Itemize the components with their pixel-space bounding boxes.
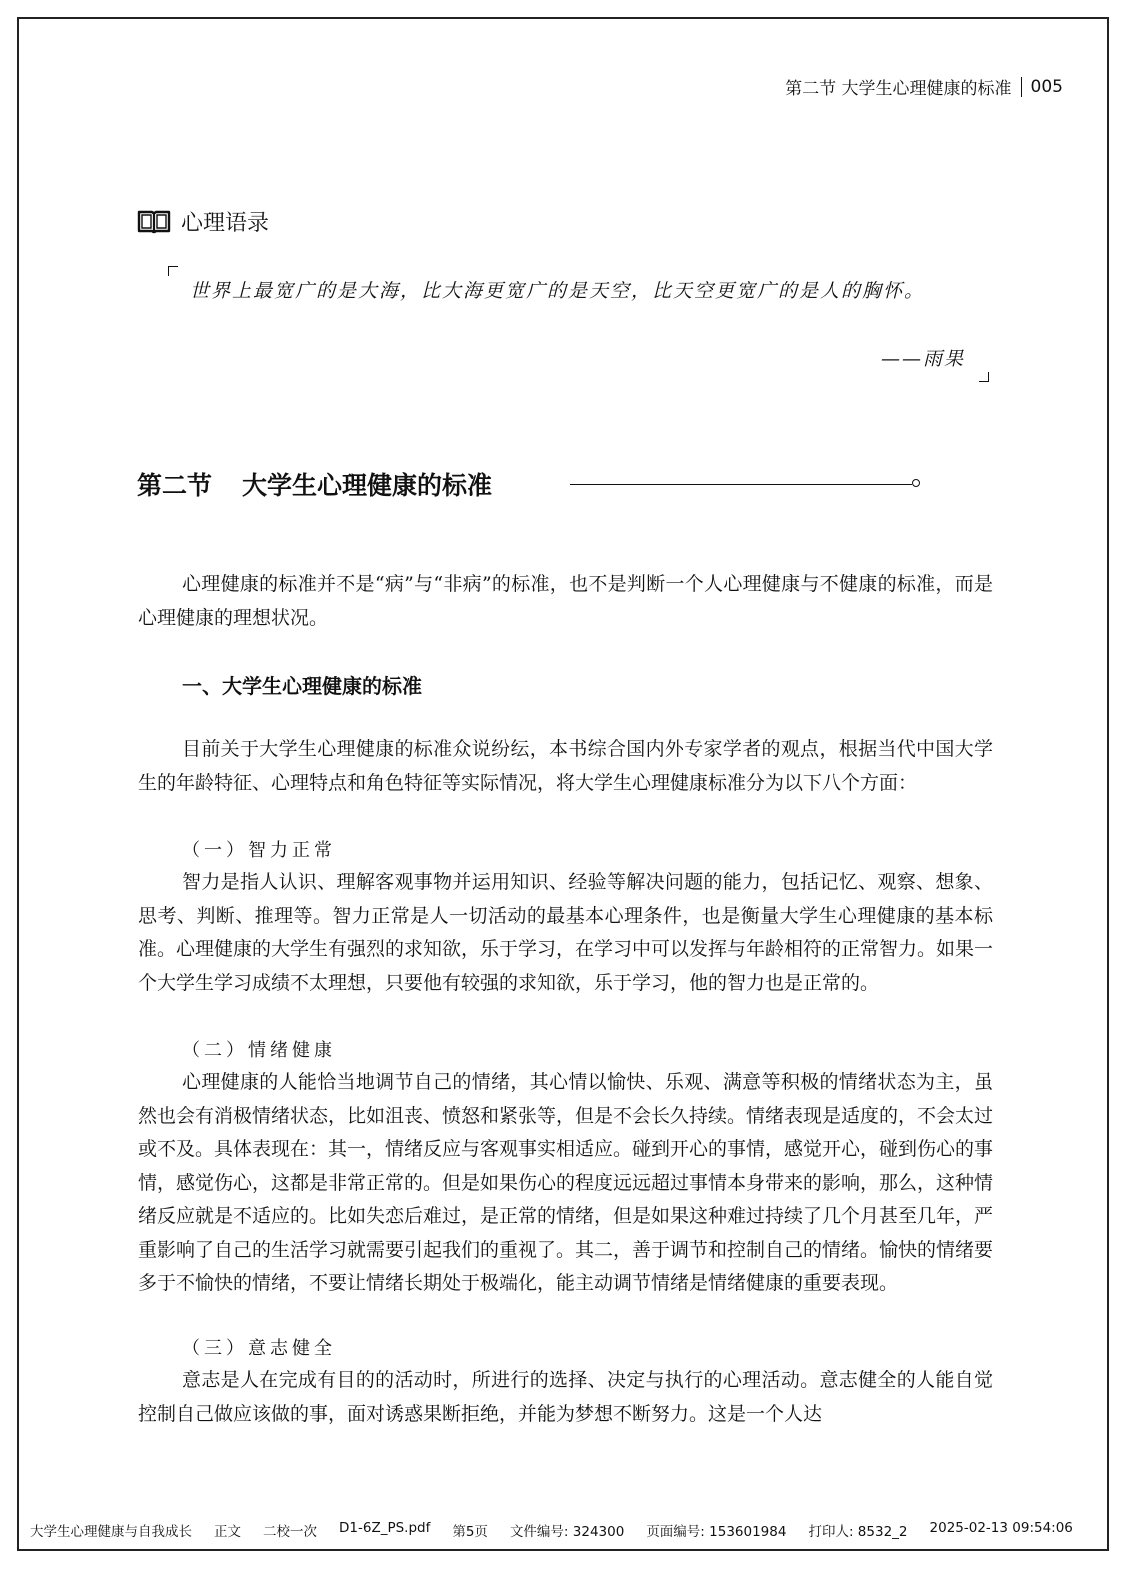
footer-datetime: 2025-02-13 09:54:06 [929,1520,1073,1536]
footer-file: D1-6Z_PS.pdf [339,1520,431,1536]
print-footer [30,1520,1095,1540]
quote-corner-close [979,372,989,382]
header-separator [1021,77,1022,97]
footer-printer: 打印人: 8532_2 [808,1524,908,1540]
section-title-rule [570,484,912,485]
footer-part: 正文 [214,1524,241,1540]
page-number: 005 [1030,76,1063,97]
footer-proof: 二校一次 [263,1524,317,1540]
footer-book: 大学生心理健康与自我成长 [30,1524,192,1540]
item-body: 心理健康的人能恰当地调节自己的情绪，其心情以愉快、乐观、满意等积极的情绪状态为主，虽然也会有消极情绪状态，比如沮丧、愤怒和紧张等，但是不会长久持续。情绪表现是适度的，不会太过或不及。具体表现在：其一，情绪反应与客观事实相适应。碰到开心的事情，感觉开心，碰到伤心的事情，感觉伤心，这都是非常正常的。但是如果伤心的程度远远超过事情本身带来的影响，那么，这种情绪反应就是不适应的。比如失恋后难过，是正常的情绪，但是如果这种难过持续了几个月甚至几年，严重影响了自己的生活学习就需要引起我们的重视了。其二，善于调节和控制自己的情绪。愉快的情绪要多于不愉快的情绪，不要让情绪长期处于极端化，能主动调节情绪是情绪健康的重要表现。 [138,1071,994,1294]
item-title: （二）情绪健康 [182,1040,336,1061]
section-number: 第二节 [137,471,213,500]
footer-page-no: 页面编号: 153601984 [646,1524,787,1540]
open-book-icon [137,209,171,235]
section-title-text: 大学生心理健康的标准 [242,471,493,500]
quote-heading [137,206,269,237]
item-body: 意志是人在完成有目的的活动时，所进行的选择、决定与执行的心理活动。意志健全的人能自觉控制自己做应该做的事，面对诱惑果断拒绝，并能为梦想不断努力。这是一个人达 [138,1369,993,1425]
footer-doc-no: 文件编号: 324300 [509,1524,625,1540]
quote-heading-label: 心理语录 [181,211,270,236]
running-header-section: 第二节 大学生心理健康的标准 [785,79,1012,99]
subheading: 一、大学生心理健康的标准 [182,674,422,698]
item-body: 智力是指人认识、理解客观事物并运用知识、经验等解决问题的能力，包括记忆、观察、想象、思考、判断、推理等。智力正常是人一切活动的最基本心理条件，也是衡量大学生心理健康的基本标准。心理健康的大学生有强烈的求知欲，乐于学习，在学习中可以发挥与年龄相符的正常智力。如果一个大学生学习成绩不太理想，只要他有较强的求知欲，乐于学习，他的智力也是正常的。 [138,871,994,994]
intro-paragraph: 心理健康的标准并不是“病”与“非病”的标准，也不是判断一个人心理健康与不健康的标准，而是心理健康的理想状况。 [138,573,993,629]
section-title [137,466,492,502]
running-header [785,74,1063,99]
overview-paragraph: 目前关于大学生心理健康的标准众说纷纭，本书综合国内外专家学者的观点，根据当代中国大学生的年龄特征、心理特点和角色特征等实际情况，将大学生心理健康标准分为以下八个方面： [138,738,993,794]
quote-author: ——雨果 [880,348,965,370]
section-title-rule-end [912,479,920,487]
item-title: （一）智力正常 [182,840,336,861]
item-title: （三）意志健全 [182,1338,336,1359]
quote-text: 世界上最宽广的是大海，比大海更宽广的是天空，比天空更宽广的是人的胸怀。 [190,280,926,302]
footer-page: 第5页 [452,1524,488,1540]
